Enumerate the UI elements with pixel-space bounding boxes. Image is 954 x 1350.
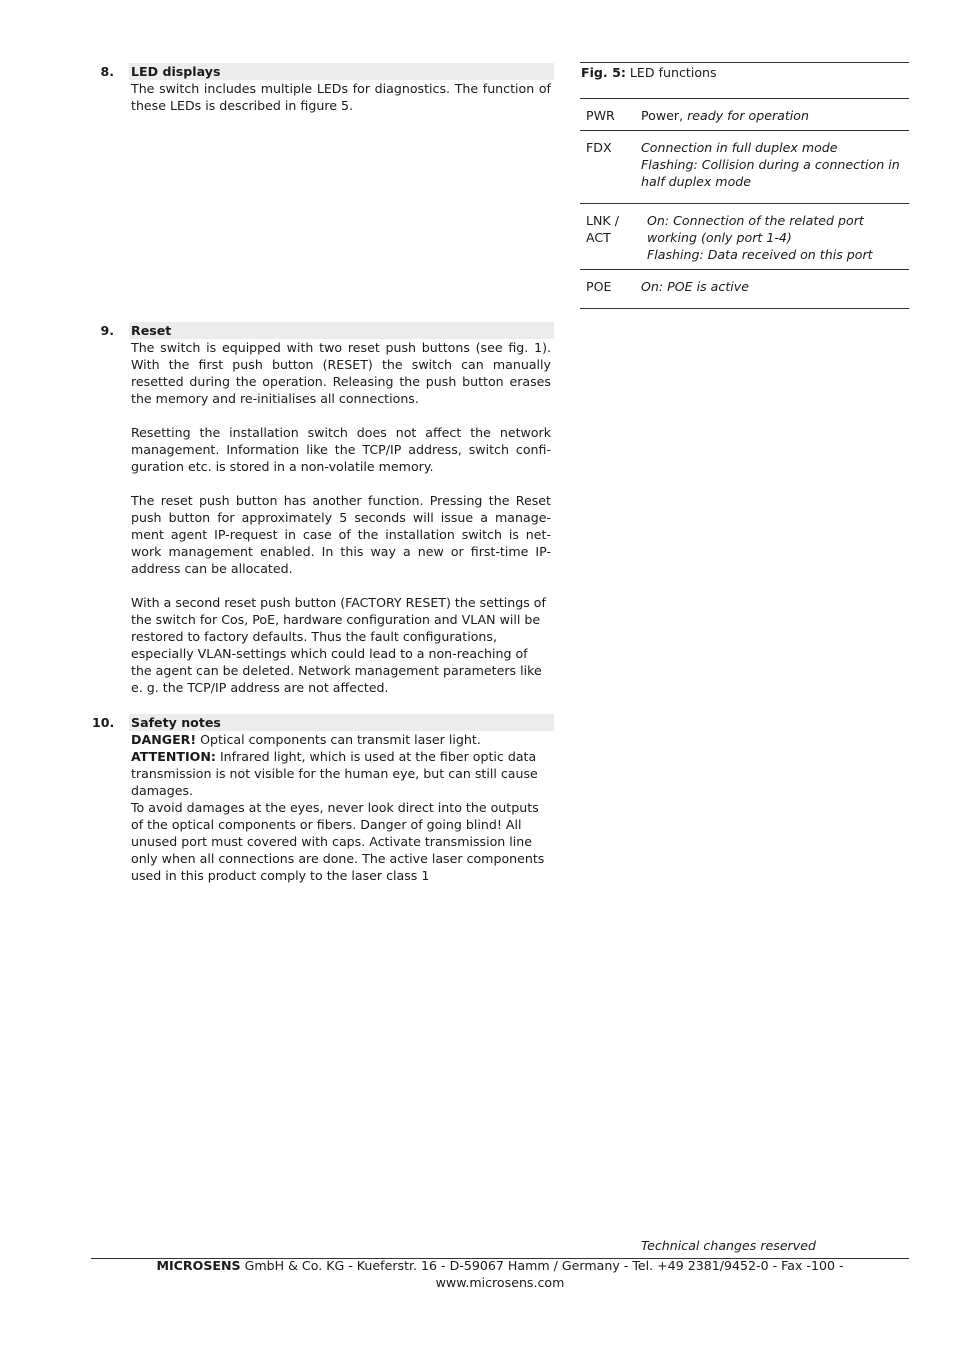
led-row-lnk-act (580, 203, 909, 269)
led-desc-upright: Power, (641, 108, 688, 123)
led-name: LNK / ACT (586, 213, 619, 245)
section-reset (92, 322, 554, 696)
led-desc-line: ready for operation (687, 108, 809, 123)
led-name: PWR (586, 108, 615, 123)
led-desc-line: On: POE is active (641, 279, 749, 294)
company-name: MICROSENS (156, 1258, 241, 1273)
company-website: www.microsens.com (435, 1275, 565, 1290)
closing-text: To avoid damages at the eyes, never look direct into the outputs of the optical components or fibers. Danger of going blind! All unused port must covered with caps. Activate transmission line only when all connections are done. The active laser components used in this product comply to the laser class 1 (131, 800, 545, 883)
attention-label: ATTENTION: (131, 749, 216, 764)
section-number: 10. (92, 715, 115, 730)
attention-text: Infrared light, which is used at the fiber optic data transmission is not visible for the human eye, but can still cause damages. (131, 749, 538, 798)
technical-changes-note: Technical changes reserved (641, 1238, 816, 1253)
figure-caption (580, 62, 909, 98)
led-desc-line: Flashing: Collision during a connection in half duplex mode (641, 157, 900, 189)
section-header (92, 714, 554, 731)
section-number: 8. (100, 64, 114, 79)
led-desc-line: Connection in full duplex mode (641, 140, 838, 155)
danger-text: Optical components can transmit laser light. (196, 732, 481, 747)
led-name: POE (586, 279, 612, 294)
paragraph: Resetting the installation switch does not affect the network management. Information like the TCP/IP address, switch confi-guration etc. is stored in a non-volatile memory. (131, 425, 551, 474)
attention-note (131, 748, 551, 799)
led-description (641, 139, 909, 190)
figure-caption-text: LED functions (625, 65, 717, 80)
paragraph: With a second reset push button (FACTORY RESET) the settings of the switch for Cos, PoE, hardware configuration and VLAN will be restored to factory defaults. Thus the fault configurations, especially VLAN-settings which could lead to a non-reaching of the agent can be deleted. Network management parameters like e. g. the TCP/IP address are not affected. (131, 595, 546, 695)
led-row-pwr (580, 98, 909, 130)
led-row-fdx (580, 130, 909, 203)
paragraph: The switch includes multiple LEDs for diagnostics. The function of these LEDs is described in figure 5. (131, 81, 551, 113)
led-desc-line: Flashing: Data received on this port (647, 247, 873, 262)
section-header (92, 63, 554, 80)
led-desc-line: On: Connection of the related port working (only port 1-4) (647, 213, 864, 245)
section-title: Reset (129, 322, 554, 339)
section-body (131, 339, 551, 696)
company-address: GmbH & Co. KG - Kueferstr. 16 - D-59067 Hamm / Germany - Tel. +49 2381/9452-0 - Fax -100 - (240, 1258, 844, 1273)
led-name: FDX (586, 140, 612, 155)
section-header (92, 322, 554, 339)
led-row-poe (580, 269, 909, 309)
footer-address-line (91, 1257, 909, 1274)
led-description (647, 212, 909, 263)
section-led-displays (92, 63, 554, 114)
figure-label: Fig. 5: (581, 65, 626, 80)
paragraph: The reset push button has another function. Pressing the Reset push button for approximately 5 seconds will issue a manage-ment agent IP-request in case of the installation switch is net-work management enabled. In this way a new or first-time IP-address can be allocated. (131, 493, 551, 576)
paragraph: The switch is equipped with two reset push buttons (see fig. 1). With the first push button (RESET) the switch can manually resetted during the operation. Releasing the push button erases the memory and re-initialises all connections. (131, 340, 551, 406)
section-title: Safety notes (129, 714, 554, 731)
footer (91, 1257, 909, 1291)
section-safety-notes (92, 714, 554, 884)
danger-label: DANGER! (131, 732, 197, 747)
led-description (641, 278, 909, 295)
led-functions-figure (580, 62, 909, 309)
section-number: 9. (100, 323, 114, 338)
led-description (641, 107, 909, 124)
section-body (131, 80, 551, 114)
danger-note (131, 731, 551, 748)
section-title: LED displays (129, 63, 554, 80)
section-body (131, 731, 551, 884)
